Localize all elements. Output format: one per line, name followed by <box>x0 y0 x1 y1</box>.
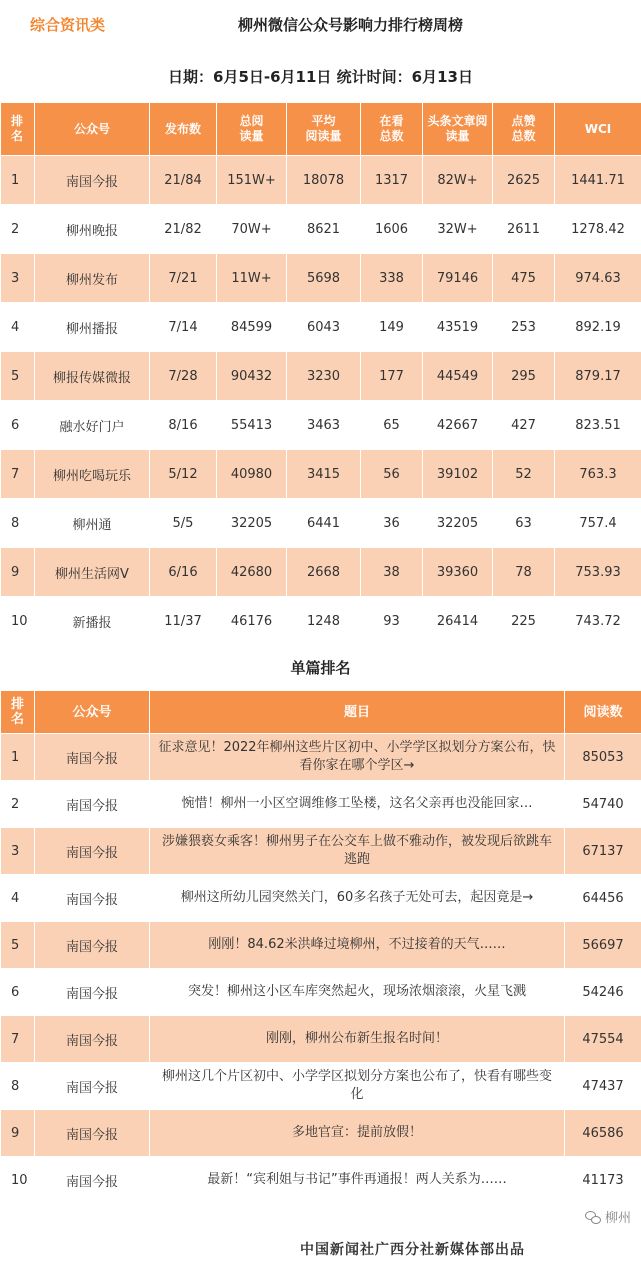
table-cell: 44549 <box>423 352 493 401</box>
footer <box>0 1211 641 1271</box>
table-cell: 柳州播报 <box>35 303 150 352</box>
table-row <box>1 1063 641 1110</box>
table-cell: 41173 <box>565 1157 641 1204</box>
table-cell: 南国今报 <box>35 734 150 781</box>
table-row <box>1 1110 641 1157</box>
table-cell: 11W+ <box>217 254 287 303</box>
table-cell: 柳州通 <box>35 499 150 548</box>
table-cell: 67137 <box>565 828 641 875</box>
ranking-column-header <box>361 103 423 156</box>
table-cell: 32205 <box>423 499 493 548</box>
table-cell: 26414 <box>423 597 493 646</box>
wechat-brand-name: 柳州 <box>604 1211 631 1226</box>
table-cell: 6 <box>1 401 35 450</box>
table-cell: 4 <box>1 303 35 352</box>
table-row <box>1 156 641 205</box>
table-cell: 3230 <box>287 352 361 401</box>
table-cell: 84599 <box>217 303 287 352</box>
table-row <box>1 922 641 969</box>
article-table-header <box>1 691 641 734</box>
table-row <box>1 875 641 922</box>
table-cell: 743.72 <box>555 597 641 646</box>
table-cell: 52 <box>493 450 555 499</box>
table-cell: 南国今报 <box>35 1063 150 1110</box>
table-cell: 柳州吃喝玩乐 <box>35 450 150 499</box>
table-cell: 8 <box>1 499 35 548</box>
wechat-brand <box>585 1207 631 1226</box>
article-title-cell[interactable]: 柳州这所幼儿园突然关门，60多名孩子无处可去，起因竟是→ <box>150 875 565 922</box>
table-cell: 93 <box>361 597 423 646</box>
table-cell: 1606 <box>361 205 423 254</box>
table-cell: 7 <box>1 450 35 499</box>
table-cell: 2611 <box>493 205 555 254</box>
article-title-cell[interactable]: 征求意见！2022年柳州这些片区初中、小学学区拟划分方案公布，快看你家在哪个学区→ <box>150 734 565 781</box>
table-cell: 78 <box>493 548 555 597</box>
table-cell: 1 <box>1 156 35 205</box>
ranking-column-header <box>287 103 361 156</box>
table-row <box>1 303 641 352</box>
table-row <box>1 352 641 401</box>
table-row <box>1 969 641 1016</box>
table-cell: 757.4 <box>555 499 641 548</box>
table-cell: 64456 <box>565 875 641 922</box>
article-title-cell[interactable]: 多地官宣：提前放假！ <box>150 1110 565 1157</box>
wechat-icon <box>585 1210 601 1224</box>
header-text-line: 总数 <box>379 129 404 143</box>
table-cell: 225 <box>493 597 555 646</box>
table-cell: 2 <box>1 781 35 828</box>
table-cell: 46586 <box>565 1110 641 1157</box>
table-cell: 40980 <box>217 450 287 499</box>
table-cell: 柳州晚报 <box>35 205 150 254</box>
table-cell: 46176 <box>217 597 287 646</box>
table-cell: 5/12 <box>150 450 217 499</box>
table-cell: 79146 <box>423 254 493 303</box>
table-row <box>1 499 641 548</box>
ranking-column-header <box>493 103 555 156</box>
date-line: 日期：6月5日-6月11日 统计时间：6月13日 <box>168 68 473 86</box>
table-cell: 10 <box>1 597 35 646</box>
table-cell: 38 <box>361 548 423 597</box>
header-text-line: 总数 <box>511 129 536 143</box>
table-cell: 55413 <box>217 401 287 450</box>
table-cell: 879.17 <box>555 352 641 401</box>
header-text-line: 在看 <box>379 114 404 128</box>
table-cell: 21/84 <box>150 156 217 205</box>
ranking-table-header <box>1 103 641 156</box>
article-title-cell[interactable]: 惋惜！柳州一小区空调维修工坠楼，这名父亲再也没能回家… <box>150 781 565 828</box>
table-cell: 11/37 <box>150 597 217 646</box>
table-cell: 8 <box>1 1063 35 1110</box>
table-cell: 2 <box>1 205 35 254</box>
table-row <box>1 254 641 303</box>
table-cell: 柳州生活网V <box>35 548 150 597</box>
table-cell: 1278.42 <box>555 205 641 254</box>
table-cell: 47554 <box>565 1016 641 1063</box>
table-cell: 3 <box>1 828 35 875</box>
table-cell: 39360 <box>423 548 493 597</box>
table-cell: 70W+ <box>217 205 287 254</box>
ranking-column-header <box>423 103 493 156</box>
table-cell: 151W+ <box>217 156 287 205</box>
table-cell: 南国今报 <box>35 1110 150 1157</box>
header-text-line: 阅读量 <box>305 129 342 143</box>
table-cell: 56697 <box>565 922 641 969</box>
article-title-cell[interactable]: 刚刚，柳州公布新生报名时间！ <box>150 1016 565 1063</box>
table-cell: 1248 <box>287 597 361 646</box>
table-row <box>1 450 641 499</box>
header-text-line: 公众号 <box>73 121 110 136</box>
table-cell: 753.93 <box>555 548 641 597</box>
table-cell: 32W+ <box>423 205 493 254</box>
table-cell: 南国今报 <box>35 969 150 1016</box>
header-text-line: 头条文章阅 <box>427 114 488 128</box>
table-row <box>1 828 641 875</box>
table-cell: 南国今报 <box>35 781 150 828</box>
article-column-header: 阅读数 <box>565 691 641 734</box>
ranking-column-header <box>555 103 641 156</box>
table-cell: 36 <box>361 499 423 548</box>
table-cell: 39102 <box>423 450 493 499</box>
table-cell: 338 <box>361 254 423 303</box>
ranking-column-header <box>150 103 217 156</box>
table-cell: 5 <box>1 352 35 401</box>
article-title-cell[interactable]: 柳州这几个片区初中、小学学区拟划分方案也公布了，快看有哪些变化 <box>150 1063 565 1110</box>
table-row <box>1 1157 641 1204</box>
header-text-line: 总阅 <box>239 114 264 128</box>
table-cell: 427 <box>493 401 555 450</box>
table-row <box>1 205 641 254</box>
page-header <box>0 0 641 102</box>
table-cell: 融水好门户 <box>35 401 150 450</box>
table-cell: 6441 <box>287 499 361 548</box>
header-text-line: 平均 <box>311 114 336 128</box>
table-row <box>1 781 641 828</box>
table-cell: 南国今报 <box>35 875 150 922</box>
article-title-cell[interactable]: 涉嫌猥亵女乘客！柳州男子在公交车上做不雅动作，被发现后欲跳车逃跑 <box>150 828 565 875</box>
table-cell: 7/21 <box>150 254 217 303</box>
table-cell: 2625 <box>493 156 555 205</box>
table-cell: 974.63 <box>555 254 641 303</box>
table-cell: 4 <box>1 875 35 922</box>
table-cell: 43519 <box>423 303 493 352</box>
ranking-column-header <box>35 103 150 156</box>
table-cell: 54740 <box>565 781 641 828</box>
table-cell: 6/16 <box>150 548 217 597</box>
table-cell: 823.51 <box>555 401 641 450</box>
table-cell: 南国今报 <box>35 156 150 205</box>
table-row <box>1 548 641 597</box>
footer-credit: 中国新闻社广西分社新媒体部出品 <box>300 1242 525 1258</box>
page-title: 柳州微信公众号影响力排行榜周榜 <box>237 16 463 34</box>
table-cell: 47437 <box>565 1063 641 1110</box>
table-cell: 南国今报 <box>35 1016 150 1063</box>
article-table <box>0 690 641 1204</box>
table-cell: 7 <box>1 1016 35 1063</box>
table-cell: 1317 <box>361 156 423 205</box>
table-cell: 42680 <box>217 548 287 597</box>
table-cell: 90432 <box>217 352 287 401</box>
header-text-line: 读量 <box>239 129 264 143</box>
table-cell: 63 <box>493 499 555 548</box>
ranking-column-header <box>217 103 287 156</box>
table-cell: 253 <box>493 303 555 352</box>
table-cell: 2668 <box>287 548 361 597</box>
ranking-table <box>0 102 641 646</box>
header-text-line: 读量 <box>445 129 470 143</box>
header-text-line: 排名 <box>11 114 24 143</box>
table-cell: 1441.71 <box>555 156 641 205</box>
table-cell: 新播报 <box>35 597 150 646</box>
table-cell: 18078 <box>287 156 361 205</box>
table-cell: 21/82 <box>150 205 217 254</box>
table-cell: 65 <box>361 401 423 450</box>
article-column-header: 排名 <box>1 691 35 734</box>
ranking-column-header <box>1 103 35 156</box>
table-cell: 南国今报 <box>35 828 150 875</box>
table-cell: 54246 <box>565 969 641 1016</box>
table-cell: 9 <box>1 548 35 597</box>
table-cell: 3415 <box>287 450 361 499</box>
table-cell: 177 <box>361 352 423 401</box>
table-cell: 32205 <box>217 499 287 548</box>
table-cell: 763.3 <box>555 450 641 499</box>
table-cell: 42667 <box>423 401 493 450</box>
table-cell: 1 <box>1 734 35 781</box>
table-cell: 10 <box>1 1157 35 1204</box>
table-cell: 3463 <box>287 401 361 450</box>
table-cell: 295 <box>493 352 555 401</box>
table-cell: 7/14 <box>150 303 217 352</box>
table-cell: 475 <box>493 254 555 303</box>
article-title-cell[interactable]: 刚刚！84.62米洪峰过境柳州，不过接着的天气…… <box>150 922 565 969</box>
table-cell: 7/28 <box>150 352 217 401</box>
header-text-line: 发布数 <box>164 121 201 136</box>
table-cell: 56 <box>361 450 423 499</box>
table-cell: 85053 <box>565 734 641 781</box>
table-cell: 8/16 <box>150 401 217 450</box>
table-cell: 6043 <box>287 303 361 352</box>
table-cell: 8621 <box>287 205 361 254</box>
table-cell: 5698 <box>287 254 361 303</box>
table-row <box>1 1016 641 1063</box>
table-cell: 柳州发布 <box>35 254 150 303</box>
article-title-cell[interactable]: 最新！“宾利姐与书记”事件再通报！两人关系为…… <box>150 1157 565 1204</box>
table-cell: 82W+ <box>423 156 493 205</box>
header-text-line: 点赞 <box>511 114 536 128</box>
table-cell: 南国今报 <box>35 1157 150 1204</box>
table-cell: 5/5 <box>150 499 217 548</box>
table-cell: 南国今报 <box>35 922 150 969</box>
article-section-title: 单篇排名 <box>0 646 641 690</box>
table-cell: 6 <box>1 969 35 1016</box>
category-tag: 综合资讯类 <box>30 16 106 34</box>
article-title-cell[interactable]: 突发！柳州这小区车库突然起火，现场浓烟滚滚，火星飞溅 <box>150 969 565 1016</box>
table-row <box>1 597 641 646</box>
article-column-header: 题目 <box>150 691 565 734</box>
table-row <box>1 401 641 450</box>
table-cell: 3 <box>1 254 35 303</box>
table-cell: 5 <box>1 922 35 969</box>
table-cell: 892.19 <box>555 303 641 352</box>
table-cell: 柳报传媒微报 <box>35 352 150 401</box>
table-cell: 9 <box>1 1110 35 1157</box>
header-text-line: WCI <box>584 121 612 136</box>
table-row <box>1 734 641 781</box>
article-column-header: 公众号 <box>35 691 150 734</box>
table-cell: 149 <box>361 303 423 352</box>
